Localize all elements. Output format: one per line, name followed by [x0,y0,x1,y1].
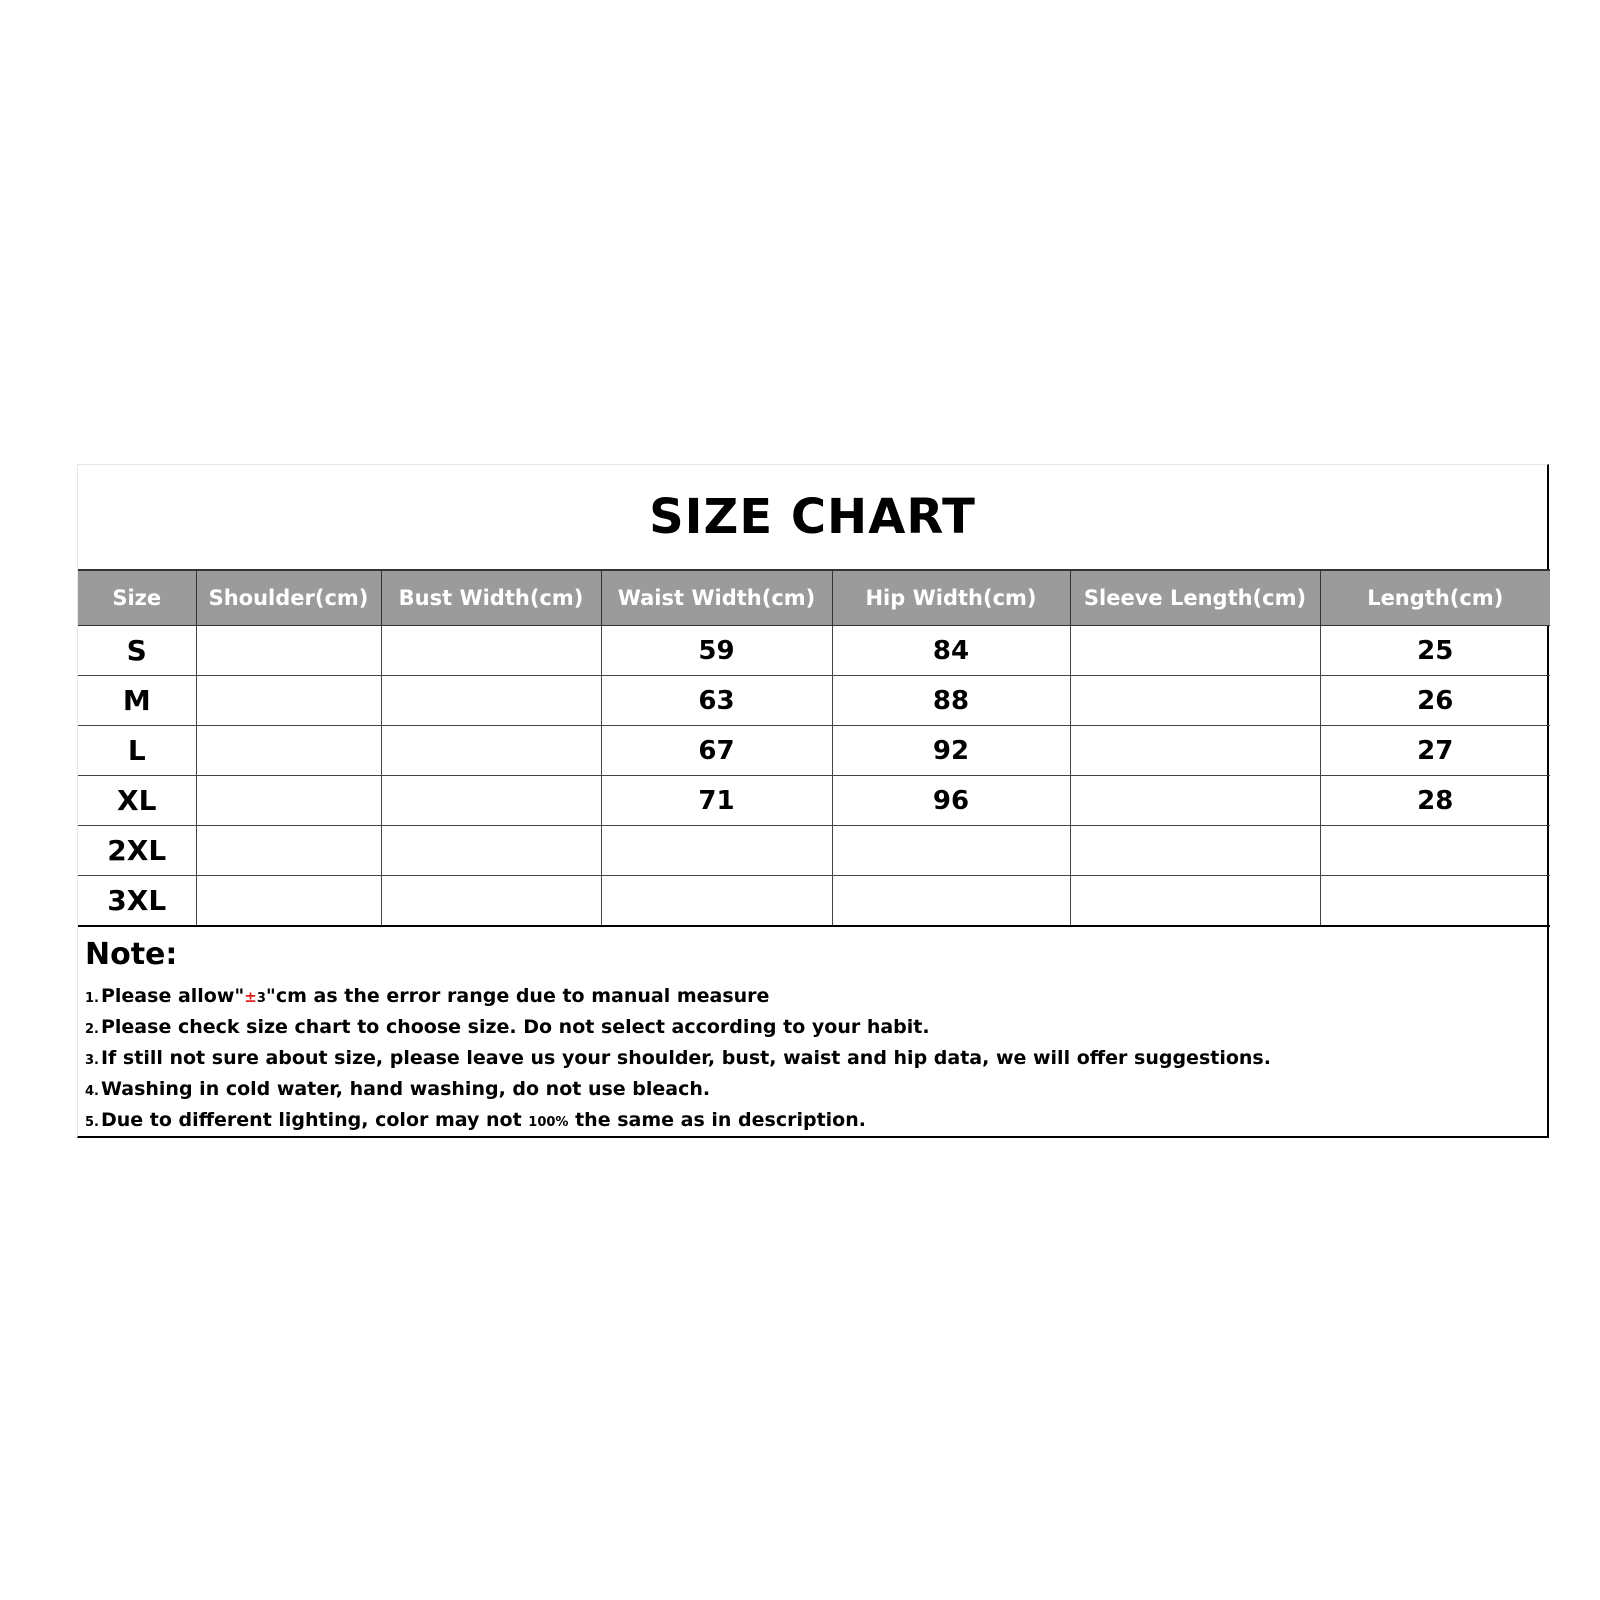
notes-title: Note: [85,936,178,972]
length-cell: 25 [1320,626,1550,676]
length-cell: 26 [1320,676,1550,726]
note-text: Please check size chart to choose size. Do not select according to your habit. [100,1015,930,1038]
table-row [78,626,1550,676]
sleeve-cell [1070,676,1320,726]
size-cell: XL [78,776,196,826]
table-row [78,826,1550,876]
note-text: Please allow" [100,984,245,1007]
sleeve-cell [1070,826,1320,876]
waist-cell: 71 [601,776,832,826]
shoulder-cell [196,876,381,926]
table-row [78,876,1550,926]
note-line-4 [85,1075,1547,1106]
bust-cell [381,826,601,876]
sleeve-cell [1070,726,1320,776]
table-header-row [78,570,1550,626]
note-line-3 [85,1044,1547,1075]
sleeve-cell [1070,776,1320,826]
sleeve-cell [1070,876,1320,926]
hip-cell: 84 [832,626,1070,676]
size-cell: 3XL [78,876,196,926]
bust-cell [381,876,601,926]
size-table [78,569,1550,927]
size-cell: 2XL [78,826,196,876]
length-cell: 27 [1320,726,1550,776]
size-chart [77,464,1549,1138]
hip-cell: 96 [832,776,1070,826]
header-length: Length(cm) [1320,570,1550,626]
note-line-2 [85,1013,1547,1044]
table-row [78,776,1550,826]
size-cell: L [78,726,196,776]
note-number: 5. [85,1114,99,1130]
hip-cell [832,876,1070,926]
waist-cell [601,826,832,876]
note-number: 4. [85,1083,99,1099]
length-cell: 28 [1320,776,1550,826]
shoulder-cell [196,776,381,826]
bust-cell [381,676,601,726]
header-size: Size [78,570,196,626]
shoulder-cell [196,726,381,776]
sleeve-cell [1070,626,1320,676]
length-cell [1320,876,1550,926]
bust-cell [381,726,601,776]
waist-cell: 59 [601,626,832,676]
size-cell: S [78,626,196,676]
note-line-5 [85,1106,1547,1137]
bust-cell [381,626,601,676]
chart-title: SIZE CHART [649,489,976,545]
header-waist-width: Waist Width(cm) [601,570,832,626]
waist-cell: 63 [601,676,832,726]
note-small-value: 100% [528,1114,569,1130]
shoulder-cell [196,826,381,876]
hip-cell: 92 [832,726,1070,776]
waist-cell: 67 [601,726,832,776]
note-text: If still not sure about size, please leave us your shoulder, bust, waist and hip data, we will offer suggestions. [100,1046,1271,1069]
header-bust-width: Bust Width(cm) [381,570,601,626]
length-cell [1320,826,1550,876]
note-number: 2. [85,1021,99,1037]
size-cell: M [78,676,196,726]
table-row [78,676,1550,726]
header-hip-width: Hip Width(cm) [832,570,1070,626]
note-text: Due to different lighting, color may not [100,1108,529,1131]
notes-section [78,927,1547,1137]
table-row [78,726,1550,776]
note-small-value: 3 [256,990,266,1006]
shoulder-cell [196,676,381,726]
hip-cell [832,826,1070,876]
note-line-1 [85,982,1547,1013]
note-number: 3. [85,1052,99,1068]
header-shoulder: Shoulder(cm) [196,570,381,626]
header-sleeve-length: Sleeve Length(cm) [1070,570,1320,626]
shoulder-cell [196,626,381,676]
waist-cell [601,876,832,926]
note-text: "cm as the error range due to manual measure [265,984,770,1007]
note-plus-minus: ± [244,987,257,1006]
note-text: the same as in description. [568,1108,866,1131]
bust-cell [381,776,601,826]
note-number: 1. [85,990,99,1006]
hip-cell: 88 [832,676,1070,726]
note-text: Washing in cold water, hand washing, do not use bleach. [100,1077,711,1100]
